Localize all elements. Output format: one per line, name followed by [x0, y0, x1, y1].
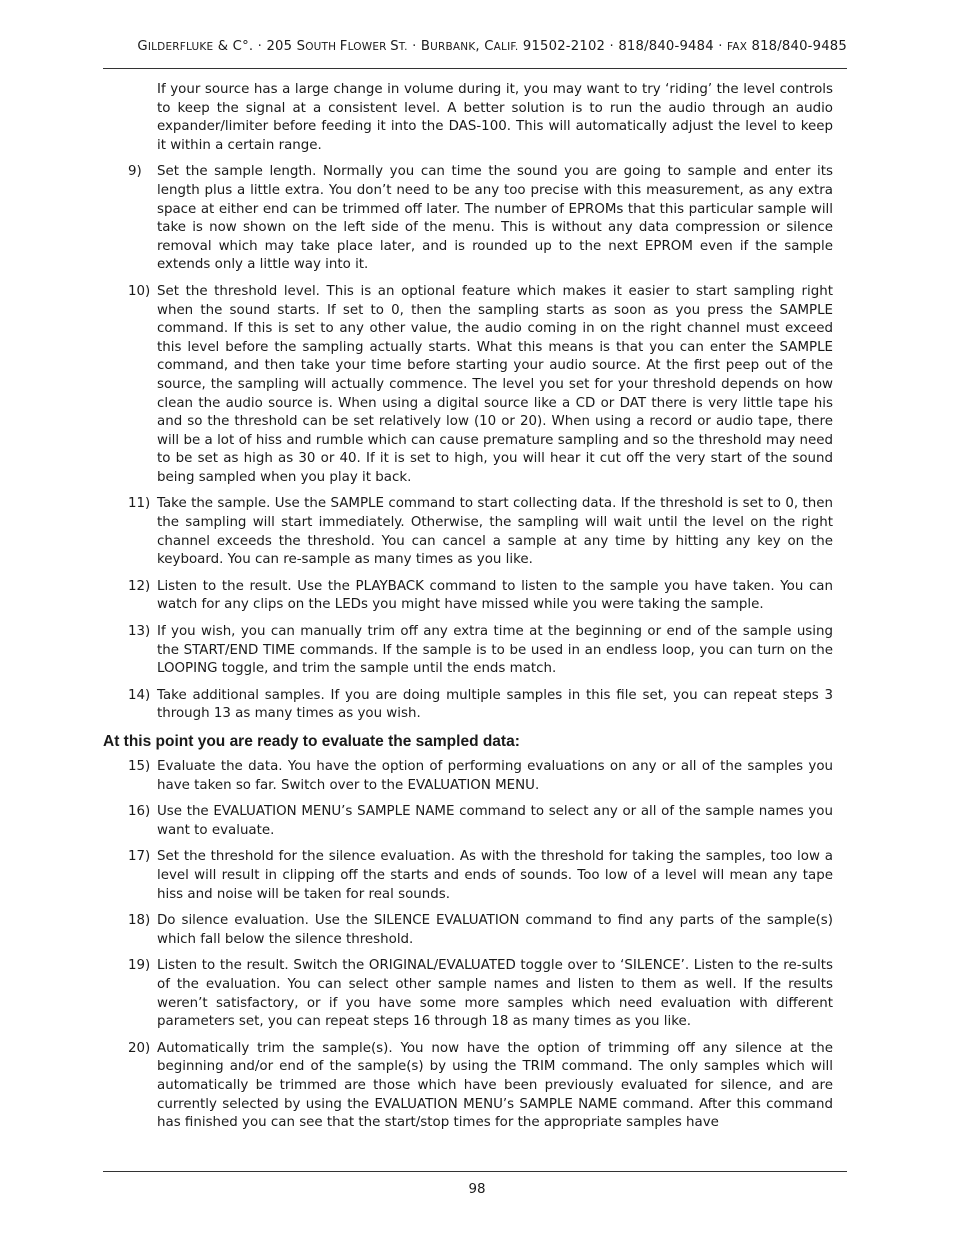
page-body [103, 81, 833, 1141]
item-number: 15) [128, 759, 151, 774]
item-number: 16) [128, 804, 151, 820]
item-text: Listen to the result. Use the PLAYBACK command to listen to the sample you have taken. You can watch for any clips on the LEDs you might have missed while you were taking the sample. [157, 578, 833, 613]
list-item [103, 803, 833, 840]
item-text: Use the EVALUATION MENU’s SAMPLE NAME command to select any or all of the sample names you want to evaluate. [157, 804, 833, 838]
list-item [103, 1040, 833, 1133]
item-text: Take additional samples. If you are doing multiple samples in this file set, you can repeat steps 3 through 13 as many times as you wish. [157, 687, 833, 722]
item-text: Take the sample. Use the SAMPLE command to start collecting data. If the threshold is set to 0, then the sampling will start immediately. Otherwise, the sampling will wait until the level on the right channel exceeds the threshold. You can cancel a sample at any time by hitting any key on the keyboard. You can re-sample as many times as you like. [157, 496, 833, 568]
item-number: 19) [128, 958, 151, 974]
item-text: Set the threshold for the silence evaluation. As with the threshold for taking the samples, too low a level will result in clipping off the starts and ends of sounds. Too low of a level will mean any tape hiss and noise will be taken for real sounds. [157, 849, 833, 902]
item-text: Do silence evaluation. Use the SILENCE EVALUATION command to find any parts of the sample(s) which fall below the silence threshold. [157, 913, 833, 947]
header-amp: & C [217, 39, 243, 54]
header-fax: 818/840-9485 [747, 39, 847, 54]
list-item [103, 163, 833, 275]
item-number: 17) [128, 849, 151, 865]
steps-list-b [103, 758, 833, 1133]
list-item [103, 283, 833, 488]
header-zip: 91502-2102 [518, 39, 606, 54]
steps-list-a [103, 163, 833, 724]
list-item [103, 623, 833, 679]
header-company: GILDERFLUKE [137, 39, 214, 54]
list-item [103, 912, 833, 949]
item-number: 11) [128, 496, 151, 512]
intro-paragraph: If your source has a large change in volume during it, you may want to try ‘riding’ the level controls to keep the signal at a consistent level. A better solution is to run the audio through an audio expander/limiter before feeding it into the DAS-100. This will automatically adjust the level to keep it within a certain range. [157, 82, 833, 153]
item-number: 14) [128, 687, 151, 703]
item-text: Set the threshold level. This is an optional feature which makes it easier to start sampling right when the sound starts. If set to 0, then the sampling starts as soon as you press the SAMPLE command. If this is set to any other value, the audio coming in on the right channel must exceed this level before the sampling actually starts. What this means is that you can enter the SAMPLE command, and then take your time before starting your audio source. At the first peep out of the source, the sampling will actually commence. The level you set for your threshold depends on how clean the audio source is. When using a digital source like a CD or DAT there is very little tape his and so the threshold can be set relatively low (10 or 20). When using a record or audio tape, there will be a lot of hiss and rumble which can cause premature sampling and so the threshold may need to be set as high as 30 or 40. If it is set to high, you will hear it cut off the very start of the sound being sampled when you play it back. [157, 283, 833, 485]
header-phone: 818/840-9484 [618, 39, 714, 54]
item-number: 13) [128, 624, 151, 640]
item-number: 10) [128, 283, 151, 299]
footer-rule [103, 1171, 847, 1172]
item-text: Listen to the result. Switch the ORIGINAL/EVALUATED toggle over to ‘SILENCE’. Listen to the re-sults of the evaluation. You can select other sample names and listen to them as well. If the results weren’t satisfactory, or if you have some more samples which need evaluation with different parameters set, you can repeat steps 16 through 18 as many times as you like. [157, 958, 833, 1030]
item-text: Evaluate the data. You have the option of performing evaluations on any or all of the samples you have taken so far. Switch over to the EVALUATION MENU. [157, 759, 833, 793]
list-item [103, 957, 833, 1031]
item-number: 9) [128, 164, 142, 180]
header-deg: °. [242, 39, 254, 54]
header-rule [103, 68, 847, 69]
header-city: BURBANK, CALIF. [420, 39, 519, 54]
list-item [103, 687, 833, 724]
item-number: 12) [128, 578, 151, 594]
header-fax-label: FAX [727, 41, 748, 53]
list-item [103, 758, 833, 795]
item-text: Set the sample length. Normally you can time the sound you are going to sample and enter its length plus a little extra. You don’t need to be any too precise with this measurement, as any extra space at either end can be trimmed off later. The number of EPROMs that this particular sample will take is now shown on the left side of the menu. This is without any data compression or silence removal which may take place later, and is rounded up to the next EPROM even if the sample extends only a little way into it. [157, 164, 833, 273]
item-number: 20) [128, 1040, 151, 1056]
item-text: Automatically trim the sample(s). You now have the option of trimming off any silence at the beginning and/or end of the sample(s) by using the TRIM command. The only samples which will automatically be trimmed are those which have been previously evaluated for silence, and are currently selected by using the EVALUATION MENU’s SAMPLE NAME command. After this command has finished you can see that the start/stop times for the appropriate samples have [157, 1040, 833, 1131]
running-header: GILDERFLUKE & C°. · 205 SOUTH FLOWER ST. · BURBANK, CALIF. 91502-2102 · 818/840-9484 · FAX 818/840-9485 [137, 39, 847, 54]
list-item [103, 578, 833, 615]
item-text: If you wish, you can manually trim off any extra time at the beginning or end of the sample using the START/END TIME commands. If the sample is to be used in an endless loop, you can turn on the LOOPING toggle, and trim the sample until the ends match. [157, 624, 833, 677]
section-heading: At this point you are ready to evaluate the sampled data: [103, 733, 520, 750]
page-number: 98 [468, 1182, 486, 1197]
list-item [103, 495, 833, 569]
header-street: SOUTH FLOWER ST. [296, 39, 408, 54]
item-number: 18) [128, 913, 151, 929]
list-item [103, 848, 833, 904]
